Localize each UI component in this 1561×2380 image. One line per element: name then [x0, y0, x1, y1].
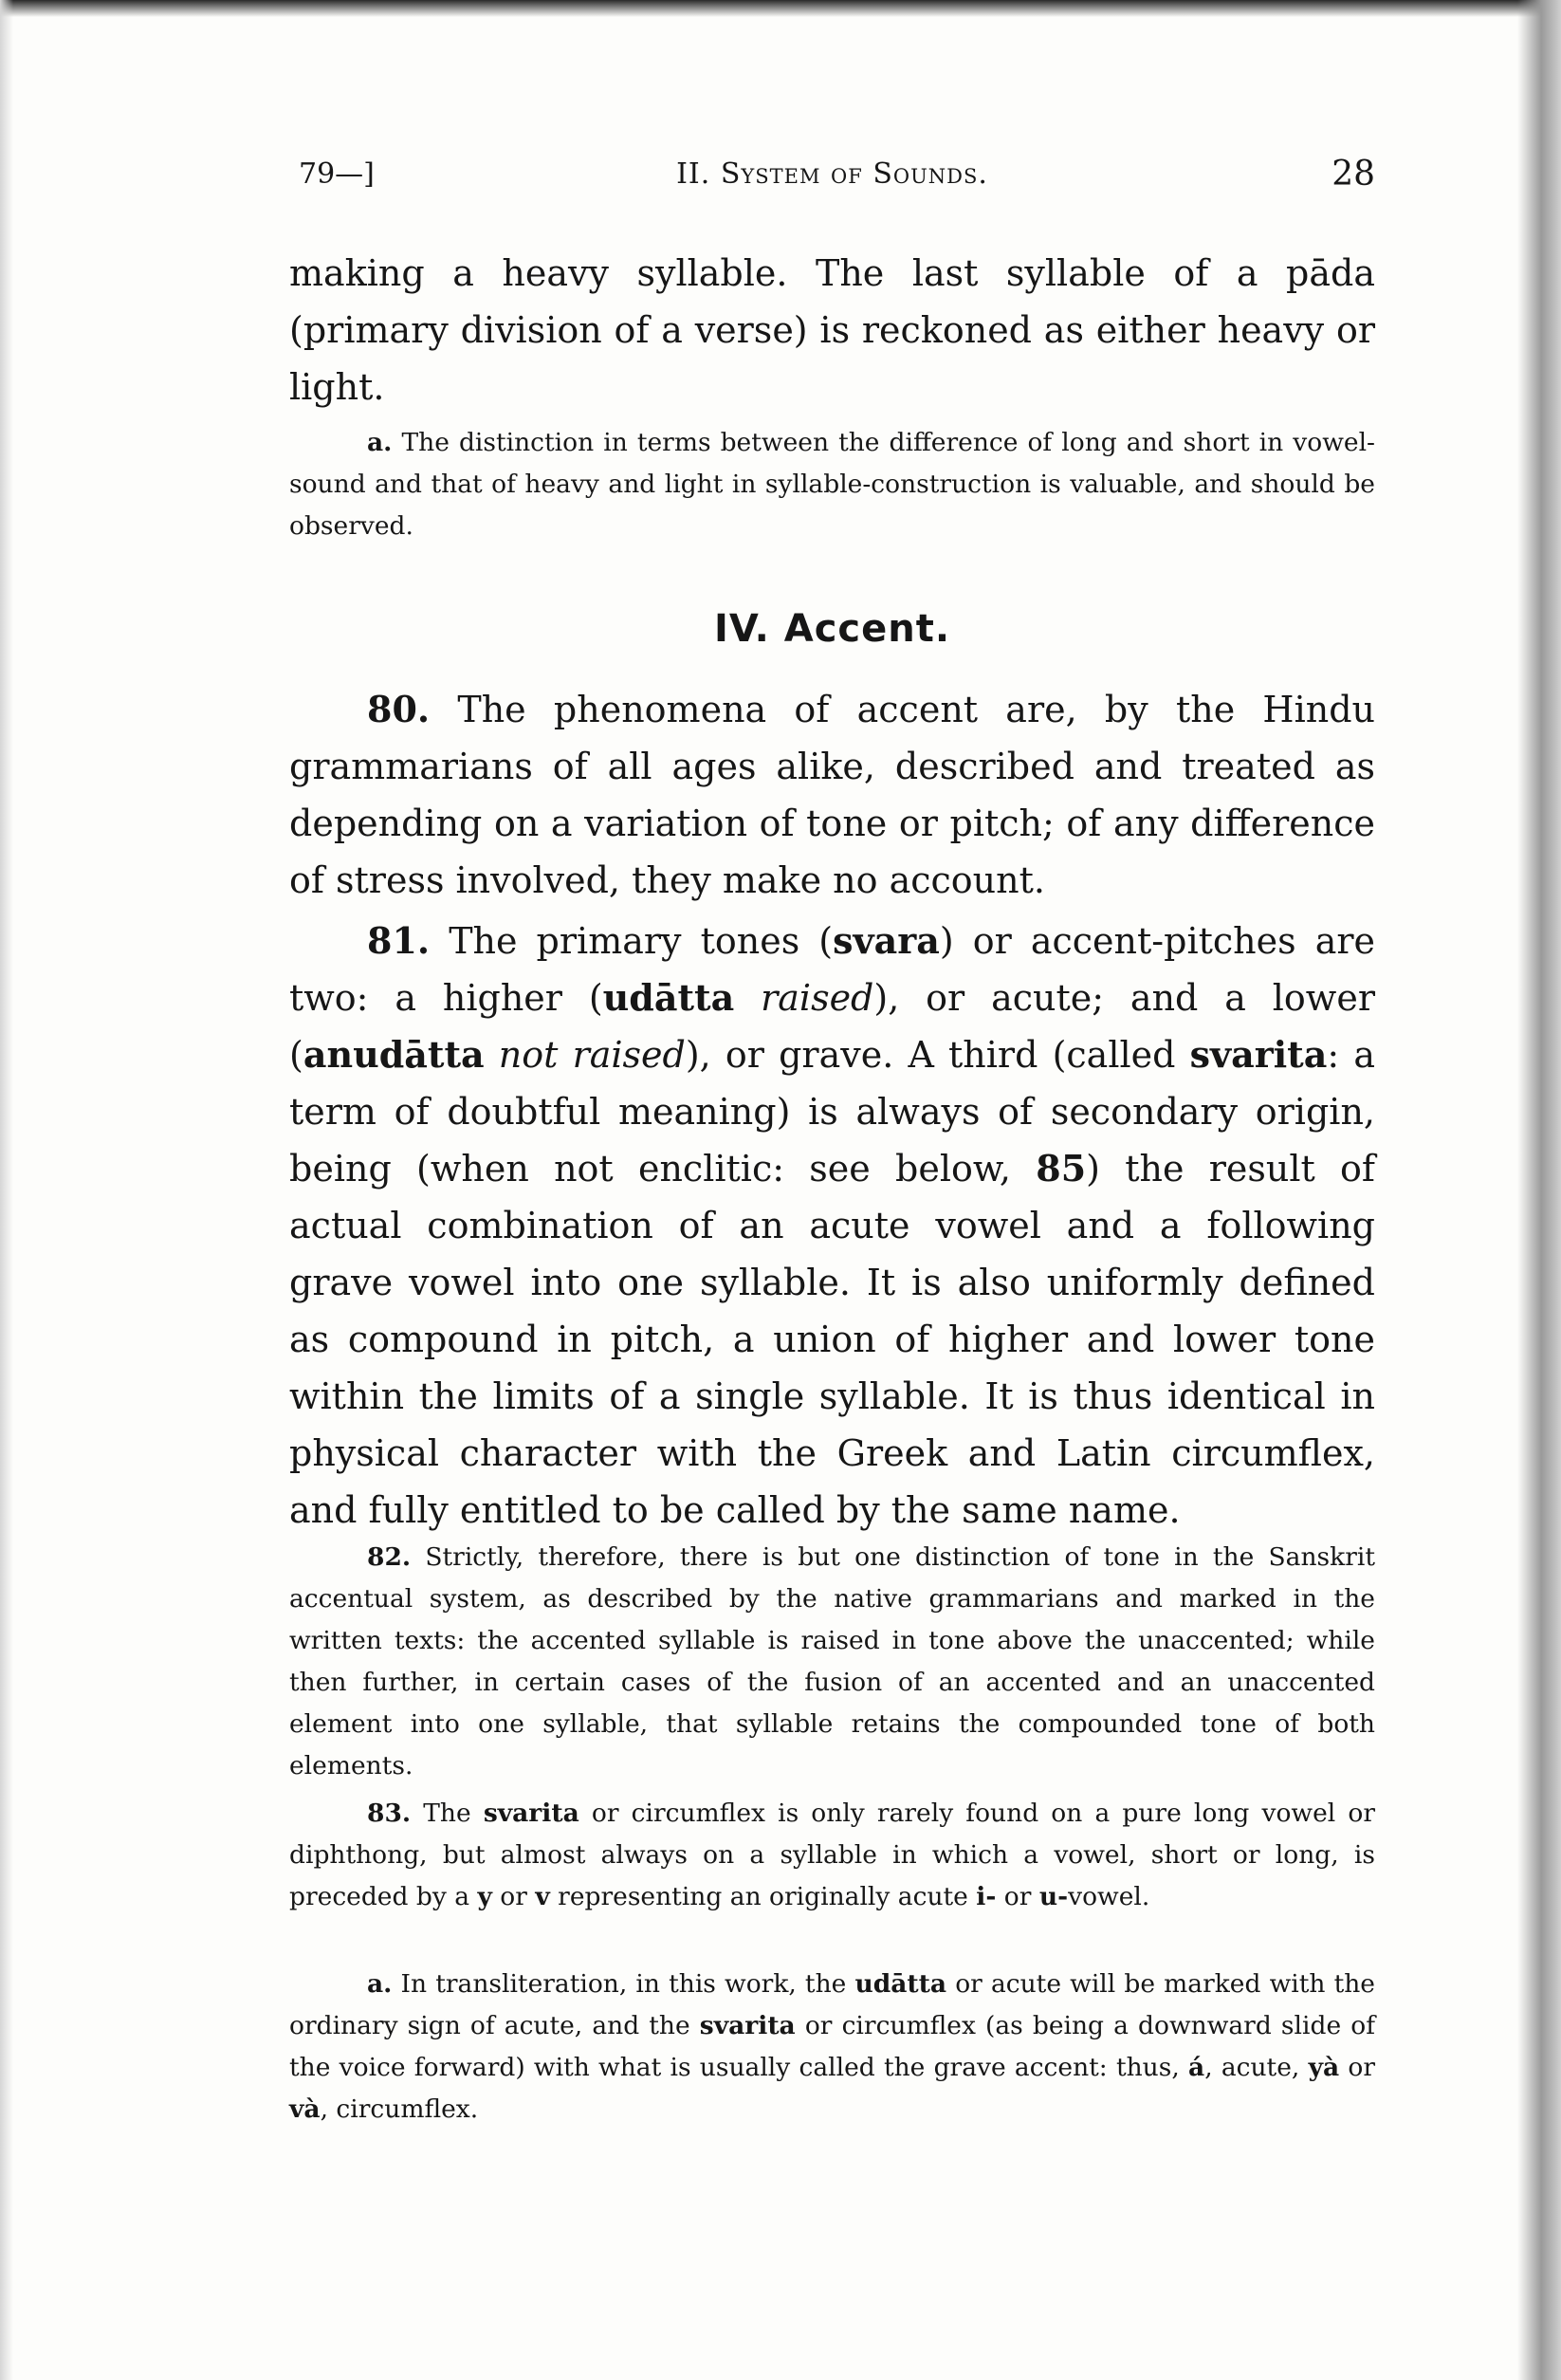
term-udatta: udātta — [602, 976, 735, 1019]
example-acute: á — [1188, 2053, 1205, 2082]
gloss-raised: raised — [761, 977, 874, 1019]
letter-i: i- — [976, 1882, 997, 1911]
term-udatta: udātta — [854, 1969, 947, 1999]
paragraph-81: 81. The primary tones (svara) or accent-pitches are two: a higher (udātta raised), or acute; and a lower (anudātta not raised), or grave. A third (called svarita: a term of doubtful meaning) is always of secondary origin, being (when not enclitic: see below, 85) the result of actual combination of an acute vowel and a following grave vowel into one syllable. It is also uniformly defined as compound in pitch, a union of higher and lower tone within the limits of a single syllable. It is thus identical in physical character with the Greek and Latin circumflex, and fully entitled to be called by the same name. — [289, 919, 1375, 1531]
example-va: và — [289, 2094, 321, 2124]
section-heading: IV. Accent. — [713, 607, 951, 651]
letter-u: u- — [1038, 1882, 1069, 1911]
scan-edge-left — [0, 0, 13, 2380]
chapter-title: II. System of Sounds. — [676, 157, 988, 191]
term-anudatta: anudātta — [303, 1033, 485, 1076]
paragraph-number: 83. — [367, 1799, 412, 1828]
cross-reference: 85 — [1036, 1147, 1087, 1190]
note-label: a. — [367, 1969, 393, 1999]
gloss-not-raised: not raised — [498, 1034, 686, 1076]
letter-v: v — [535, 1882, 550, 1911]
section-reference: 79—] — [299, 157, 375, 191]
paragraph-79-continuation: making a heavy syllable. The last syllable of a pāda (primary division of a verse) is reckoned as either heavy or light. — [289, 252, 1375, 408]
note-83a: a. In transliteration, in this work, the udātta or acute will be marked with the ordinary sign of acute, and the svarita or circumflex (as being a downward slide of the voice forward) with what is usually called the grave accent: thus, á, acute, yà or và, circumflex. — [289, 1969, 1376, 2124]
paragraph-80: 80. The phenomena of accent are, by the Hindu grammarians of all ages alike, described and treated as depending on a variation of tone or pitch; of any difference of stress involved, they make no account. — [289, 688, 1375, 901]
letter-y: y — [477, 1882, 492, 1911]
page-number: 28 — [1331, 155, 1375, 194]
term-svarita: svarita — [483, 1799, 579, 1828]
note-label: a. — [367, 428, 393, 457]
term-svara: svara — [833, 919, 940, 962]
term-svarita: svarita — [1189, 1033, 1328, 1076]
scan-edge-top — [0, 0, 1561, 17]
paragraph-number: 82. — [367, 1542, 412, 1572]
term-svarita: svarita — [699, 2011, 796, 2040]
running-head — [289, 154, 1375, 195]
example-ya: yà — [1308, 2053, 1340, 2082]
scan-edge-right — [1517, 0, 1561, 2380]
note-79a: a. The distinction in terms between the difference of long and short in vowel-sound and that of heavy and light in syllable-construction is valuable, and should be observed. — [289, 428, 1375, 541]
paragraph-82: 82. Strictly, therefore, there is but one distinction of tone in the Sanskrit accentual system, as described by the native grammarians and marked in the written texts: the accented syllable is raised in tone above the unaccented; while then further, in certain cases of the fusion of an accented and an unaccented element into one syllable, that syllable retains the compounded tone of both elements. — [289, 1542, 1375, 1780]
paragraph-83: 83. The svarita or circumflex is only rarely found on a pure long vowel or diphthong, but almost always on a syllable in which a vowel, short or long, is preceded by a y or v representing an originally acute i- or u-vowel. — [289, 1799, 1376, 1911]
paragraph-number: 81. — [367, 919, 431, 962]
paragraph-number: 80. — [367, 688, 431, 730]
